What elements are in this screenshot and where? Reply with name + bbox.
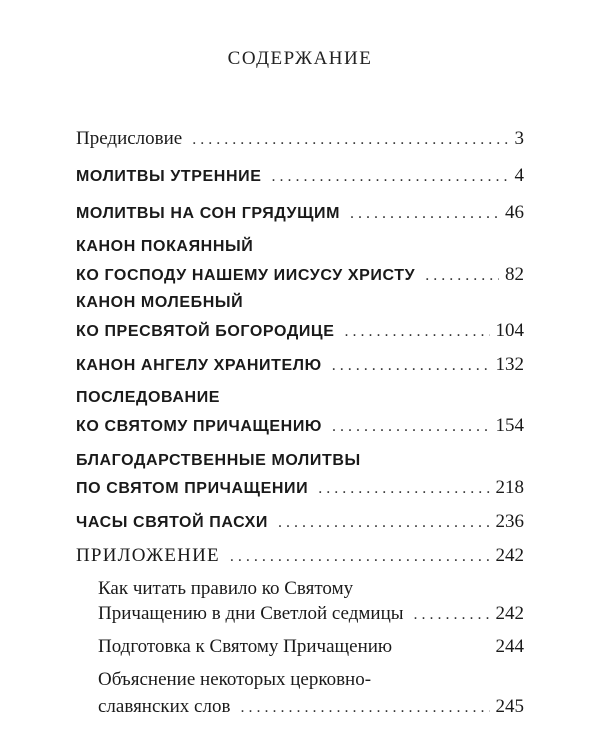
dot-leader <box>240 695 489 721</box>
toc-entry-title: Подготовка к Святому Причащению <box>98 636 393 657</box>
dot-leader <box>272 164 509 190</box>
toc-entry-title: КАНОН ПОКАЯННЫЙ <box>76 238 254 255</box>
dot-leader <box>192 127 508 153</box>
toc-page-number: 132 <box>495 354 524 375</box>
toc-subentry-glossary-line1 <box>98 667 524 693</box>
toc-entry-thanksgiving-line1 <box>76 448 524 474</box>
toc-page-number: 242 <box>495 603 524 624</box>
toc-entry-title: ПРИЛОЖЕНИЕ <box>76 545 220 566</box>
dot-leader <box>425 263 499 289</box>
toc-entry-title: КО СВЯТОМУ ПРИЧАЩЕНИЮ <box>76 418 323 435</box>
dot-leader <box>344 319 489 345</box>
dot-leader <box>230 544 490 570</box>
toc-entry-moleben-canon <box>76 318 524 344</box>
toc-entry-title: ЧАСЫ СВЯТОЙ ПАСХИ <box>76 514 269 531</box>
toc-page-number: 245 <box>495 696 524 717</box>
toc-entry-communion-rule-line1 <box>76 385 524 411</box>
toc-entry-paschal-hours <box>76 509 524 535</box>
toc-entry-title: КО ГОСПОДУ НАШЕМУ ИИСУСУ ХРИСТУ <box>76 267 416 284</box>
toc-page-number: 242 <box>495 545 524 566</box>
toc-entry-penitential-canon-line1 <box>76 234 524 260</box>
toc-entry-title: Предисловие <box>76 128 183 149</box>
toc-entry-title: ПОСЛЕДОВАНИЕ <box>76 389 221 406</box>
toc-entry-title: КО ПРЕСВЯТОЙ БОГОРОДИЦЕ <box>76 323 335 340</box>
toc-entry-title: ПО СВЯТОМ ПРИЧАЩЕНИИ <box>76 480 309 497</box>
toc-page-number: 82 <box>505 264 524 285</box>
toc-entry-title: МОЛИТВЫ УТРЕННИЕ <box>76 168 262 185</box>
toc-page-number: 244 <box>495 636 524 657</box>
toc-page-number: 218 <box>495 477 524 498</box>
toc-entry-title: Причащению в дни Светлой седмицы <box>98 603 404 624</box>
dot-leader <box>350 201 499 227</box>
toc-entry-title: Как читать правило ко Святому <box>98 578 354 599</box>
toc-page-number: 236 <box>495 511 524 532</box>
toc-subentry-how-to-read <box>98 601 524 627</box>
toc-entry-communion-rule <box>76 413 524 439</box>
toc-entry-preface <box>76 126 524 152</box>
dot-leader <box>278 510 489 536</box>
toc-title: СОДЕРЖАНИЕ <box>227 48 373 69</box>
toc-subentry-glossary <box>98 694 524 720</box>
toc-entry-thanksgiving <box>76 475 524 501</box>
toc-page-number: 3 <box>514 128 524 149</box>
toc-entry-title: КАНОН МОЛЕБНЫЙ <box>76 294 244 311</box>
toc-entry-evening-prayers <box>76 200 524 226</box>
toc-page-number: 154 <box>495 415 524 436</box>
dot-leader <box>332 414 489 440</box>
dot-leader <box>414 602 490 628</box>
toc-subentry-how-to-read-line1 <box>98 576 524 602</box>
toc-entry-appendix <box>76 543 524 569</box>
toc-entry-morning-prayers <box>76 163 524 189</box>
toc-entry-guardian-angel-canon <box>76 352 524 378</box>
toc-entry-moleben-canon-line1 <box>76 290 524 316</box>
toc-entry-penitential-canon <box>76 262 524 288</box>
toc-page-number: 104 <box>495 320 524 341</box>
toc-subentry-preparation <box>98 634 524 660</box>
toc-page-number: 4 <box>514 165 524 186</box>
toc-page-number: 46 <box>505 202 524 223</box>
dot-leader <box>318 476 489 502</box>
toc-entry-title: МОЛИТВЫ НА СОН ГРЯДУЩИМ <box>76 205 341 222</box>
toc-entry-title: Объяснение некоторых церковно- <box>98 669 372 690</box>
toc-entry-title: КАНОН АНГЕЛУ ХРАНИТЕЛЮ <box>76 357 322 374</box>
dot-leader <box>332 353 490 379</box>
toc-entry-title: БЛАГОДАРСТВЕННЫЕ МОЛИТВЫ <box>76 452 361 469</box>
toc-entry-title: славянских слов <box>98 696 231 717</box>
